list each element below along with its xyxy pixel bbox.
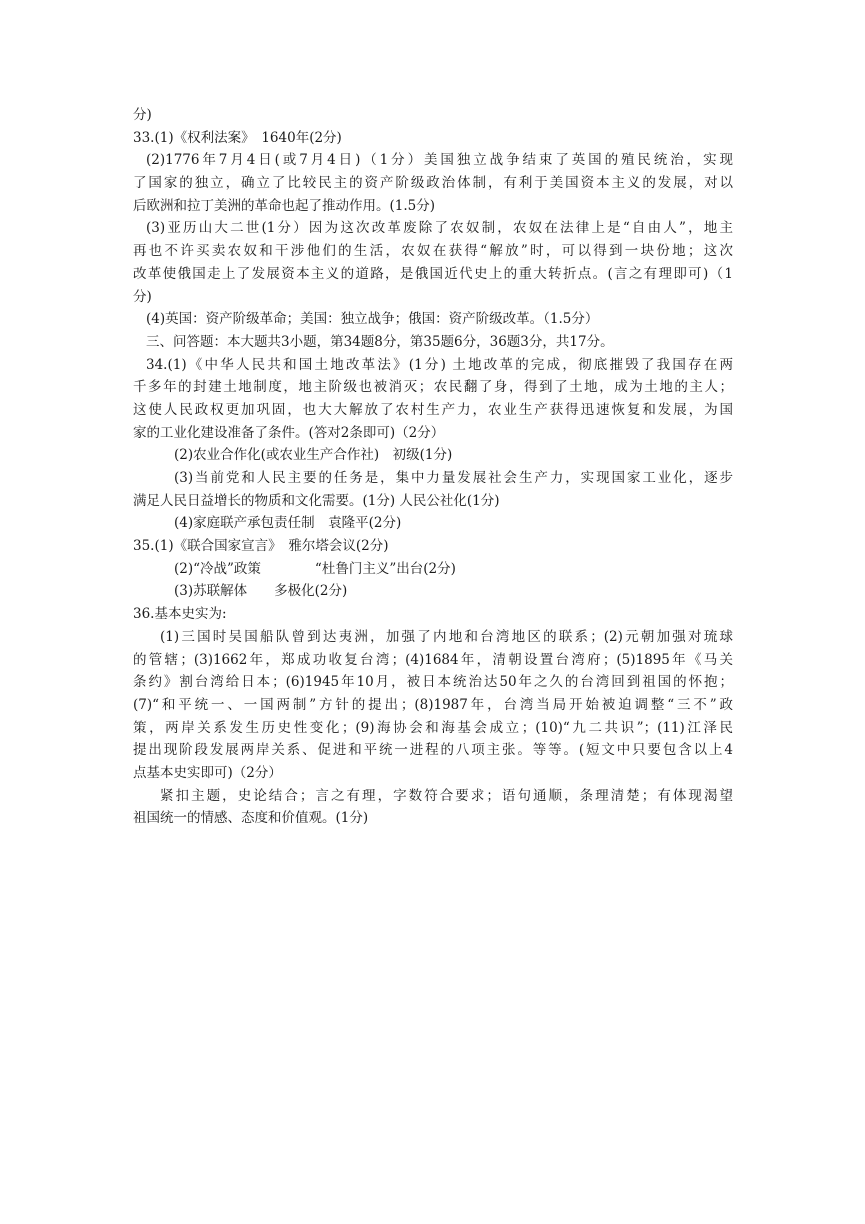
q33-part2-line1: (2)1776年7月4日(或7月4日)（1分）美国独立战争结束了英国的殖民统治，实现 [146,152,733,169]
q34-part1-line2: 千多年的封建土地制度，地主阶级也被消灭；农民翻了身，得到了土地，成为土地的主人； [133,379,733,396]
q36-line4: (7)“和平统一、一国两制”方针的提出；(8)1987年，台湾当局开始被迫调整“三不”政 [133,696,733,713]
q35-part1: 35.(1)《联合国家宣言》 雅尔塔会议(2分) [133,538,389,555]
q34-part1-line4: 家的工业化建设准备了条件。(答对2条即可)（2分） [133,424,445,441]
q33-part1: 33.(1)《权利法案》 1640年(2分) [133,129,342,146]
q34-part1-line1: 34.(1)《中华人民共和国土地改革法》(1分) 土地改革的完成，彻底摧毁了我国存在两 [146,356,733,373]
q33-part3-line3: 改革使俄国走上了发展资本主义的道路，是俄国近代史上的重大转折点。(言之有理即可)（1 [133,265,733,282]
q34-part3-line1: (3)当前党和人民主要的任务是，集中力量发展社会生产力，实现国家工业化，逐步 [174,470,733,486]
q36-line2: 的管辖；(3)1662年，郑成功收复台湾；(4)1684年，清朝设置台湾府；(5)1895年《马关 [133,651,733,668]
q34-part1-line3: 这使人民政权更加巩固，也大大解放了农村生产力，农业生产获得迅速恢复和发展，为国 [133,401,733,418]
q33-part2-line2: 了国家的独立，确立了比较民主的资产阶级政治体制，有利于美国资本主义的发展，对以 [133,175,733,192]
q35-part2: (2)“冷战”政策 “杜鲁门主义”出台(2分) [174,560,456,577]
answer-key-page [133,104,733,830]
q34-part4: (4)家庭联产承包责任制 袁隆平(2分) [174,515,402,532]
q36-heading: 36.基本史实为: [133,606,227,623]
q36-line6: 提出现阶段发展两岸关系、促进和平统一进程的八项主张。等等。(短文中只要包含以上4 [133,742,733,759]
q36-line3: 条约》割台湾给日本；(6)1945年10月，被日本统治达50年之久的台湾回到祖国的怀抱； [133,674,733,691]
q36-scoring-line2: 祖国统一的情感、态度和价值观。(1分) [133,810,369,827]
q36-line1: (1)三国时吴国船队曾到达夷洲，加强了内地和台湾地区的联系；(2)元朝加强对琉球 [160,628,733,645]
q33-part3-line4: 分) [133,288,152,305]
q35-part3: (3)苏联解体 多极化(2分) [174,583,348,600]
q36-scoring-line1: 紧扣主题，史论结合；言之有理，字数符合要求；语句通顺，条理清楚；有体现渴望 [160,787,733,804]
text-line: 分) [133,107,152,123]
q36-line5: 策，两岸关系发生历史性变化；(9)海协会和海基会成立；(10)“九二共识”；(11)江泽民 [133,719,733,736]
q33-part2-line3: 后欧洲和拉丁美洲的革命也起了推动作用。(1.5分) [133,197,436,214]
q34-part2: (2)农业合作化(或农业生产合作社) 初级(1分) [174,447,453,464]
q34-part3-line2: 满足人民日益增长的物质和文化需要。(1分) 人民公社化(1分) [133,492,500,509]
q33-part3-line2: 再也不许买卖农奴和干涉他们的生活，农奴在获得“解放”时，可以得到一块份地；这次 [133,243,733,260]
q33-part3-line1: (3)亚历山大二世(1分）因为这次改革废除了农奴制，农奴在法律上是“自由人”，地主 [146,220,733,237]
section-three-heading: 三、问答题：本大题共3小题，第34题8分，第35题6分，36题3分，共17分。 [146,333,614,350]
q33-part4: (4)英国：资产阶级革命；美国：独立战争；俄国：资产阶级改革。（1.5分） [146,311,599,328]
q36-line7: 点基本史实即可)（2分） [133,764,282,781]
